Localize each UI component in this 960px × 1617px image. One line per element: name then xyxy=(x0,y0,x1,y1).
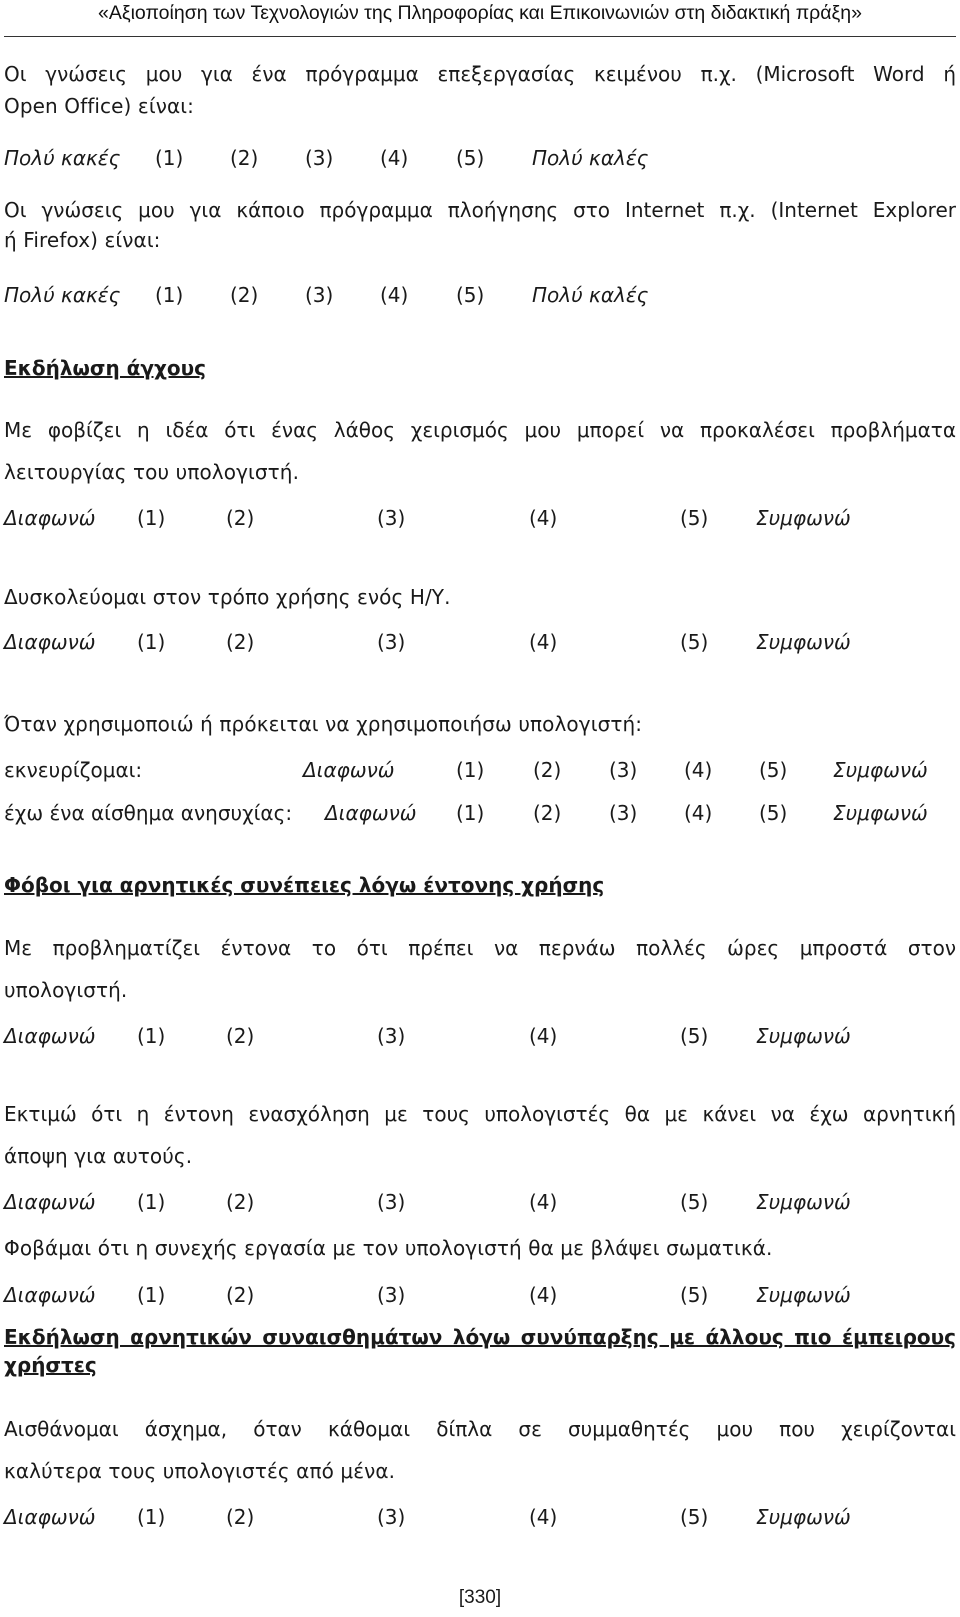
scale-option-3[interactable]: (3) xyxy=(609,801,638,825)
section-heading-experienced-users-line-1: Εκδήλωση αρνητικών συναισθημάτων λόγω συνύπαρξης με άλλους πιο έμπειρους xyxy=(4,1325,956,1349)
question-1-line-2: Open Office) είναι: xyxy=(4,94,194,118)
question-8-line-1: Φοβάμαι ότι η συνεχής εργασία με τον υπολογιστή θα με βλάψει σωματικά. xyxy=(4,1236,773,1260)
section-heading-anxiety: Εκδήλωση άγχους xyxy=(4,356,207,380)
section-heading-experienced-users-line-2: χρήστες xyxy=(4,1353,97,1377)
scale-option-1[interactable]: (1) xyxy=(456,801,485,825)
question-3-line-1: Με φοβίζει η ιδέα ότι ένας λάθος χειρισμός μου μπορεί να προκαλέσει προβλήματα xyxy=(4,418,956,442)
scale-option-5[interactable]: (5) xyxy=(680,506,709,530)
scale-option-4[interactable]: (4) xyxy=(529,1283,558,1307)
question-9-line-1: Αισθάνομαι άσχημα, όταν κάθομαι δίπλα σε συμμαθητές μου που χειρίζονται xyxy=(4,1417,956,1441)
question-6-line-2: υπολογιστή. xyxy=(4,978,128,1002)
question-4-line-1: Δυσκολεύομαι στον τρόπο χρήσης ενός Η/Υ. xyxy=(4,585,451,609)
scale-agree-label: Συμφωνώ xyxy=(756,1190,851,1214)
scale-high-label: Πολύ καλές xyxy=(532,146,649,170)
scale-option-3[interactable]: (3) xyxy=(377,506,406,530)
scale-option-4[interactable]: (4) xyxy=(529,630,558,654)
scale-agree-label: Συμφωνώ xyxy=(833,801,928,825)
scale-disagree-label: Διαφωνώ xyxy=(325,801,417,825)
question-9-line-2: καλύτερα τους υπολογιστές από μένα. xyxy=(4,1459,396,1483)
scale-option-2[interactable]: (2) xyxy=(230,283,259,307)
question-2-line-1: Οι γνώσεις μου για κάποιο πρόγραμμα πλοήγησης στο Internet π.χ. (Internet Explorer xyxy=(4,198,956,222)
header-rule xyxy=(4,36,956,37)
question-2-line-2: ή Firefox) είναι: xyxy=(4,228,161,252)
scale-option-5[interactable]: (5) xyxy=(680,1283,709,1307)
scale-option-1[interactable]: (1) xyxy=(155,283,184,307)
scale-disagree-label: Διαφωνώ xyxy=(4,1283,96,1307)
scale-high-label: Πολύ καλές xyxy=(532,283,649,307)
scale-option-1[interactable]: (1) xyxy=(137,1505,166,1529)
scale-option-2[interactable]: (2) xyxy=(230,146,259,170)
scale-option-1[interactable]: (1) xyxy=(137,1024,166,1048)
question-6-line-1: Με προβληματίζει έντονα το ότι πρέπει να περνάω πολλές ώρες μπροστά στον xyxy=(4,936,956,960)
scale-disagree-label: Διαφωνώ xyxy=(4,506,96,530)
scale-disagree-label: Διαφωνώ xyxy=(4,630,96,654)
page-header: «Αξιοποίηση των Τεχνολογιών της Πληροφορίας και Επικοινωνιών στη διδακτική πράξη» xyxy=(98,2,862,24)
scale-agree-label: Συμφωνώ xyxy=(756,1024,851,1048)
scale-option-2[interactable]: (2) xyxy=(533,801,562,825)
scale-option-4[interactable]: (4) xyxy=(380,283,409,307)
scale-option-5[interactable]: (5) xyxy=(456,146,485,170)
scale-option-5[interactable]: (5) xyxy=(680,1024,709,1048)
scale-option-5[interactable]: (5) xyxy=(680,1190,709,1214)
scale-agree-label: Συμφωνώ xyxy=(756,506,851,530)
question-1-line-1: Οι γνώσεις μου για ένα πρόγραμμα επεξεργασίας κειμένου π.χ. (Microsoft Word ή xyxy=(4,62,956,86)
scale-option-4[interactable]: (4) xyxy=(380,146,409,170)
scale-option-2[interactable]: (2) xyxy=(533,758,562,782)
scale-option-2[interactable]: (2) xyxy=(226,1283,255,1307)
scale-option-5[interactable]: (5) xyxy=(456,283,485,307)
scale-option-1[interactable]: (1) xyxy=(155,146,184,170)
scale-agree-label: Συμφωνώ xyxy=(756,1505,851,1529)
scale-low-label: Πολύ κακές xyxy=(4,283,121,307)
scale-option-4[interactable]: (4) xyxy=(529,1190,558,1214)
scale-option-5[interactable]: (5) xyxy=(759,801,788,825)
scale-option-4[interactable]: (4) xyxy=(684,801,713,825)
scale-option-3[interactable]: (3) xyxy=(377,1190,406,1214)
question-7-line-1: Εκτιμώ ότι η έντονη ενασχόληση με τους υπολογιστές θα με κάνει να έχω αρνητική xyxy=(4,1102,956,1126)
scale-option-2[interactable]: (2) xyxy=(226,1505,255,1529)
scale-option-3[interactable]: (3) xyxy=(609,758,638,782)
scale-option-3[interactable]: (3) xyxy=(377,1024,406,1048)
question-5-intro: Όταν χρησιμοποιώ ή πρόκειται να χρησιμοποιήσω υπολογιστή: xyxy=(4,712,643,736)
sub-question-worry: έχω ένα αίσθημα ανησυχίας: xyxy=(4,801,293,825)
scale-agree-label: Συμφωνώ xyxy=(756,630,851,654)
scale-option-3[interactable]: (3) xyxy=(377,1505,406,1529)
scale-option-4[interactable]: (4) xyxy=(529,506,558,530)
scale-agree-label: Συμφωνώ xyxy=(756,1283,851,1307)
scale-option-3[interactable]: (3) xyxy=(377,630,406,654)
scale-disagree-label: Διαφωνώ xyxy=(303,758,395,782)
scale-option-2[interactable]: (2) xyxy=(226,1190,255,1214)
scale-option-1[interactable]: (1) xyxy=(137,1283,166,1307)
scale-option-5[interactable]: (5) xyxy=(680,1505,709,1529)
scale-option-3[interactable]: (3) xyxy=(377,1283,406,1307)
question-3-line-2: λειτουργίας του υπολογιστή. xyxy=(4,460,300,484)
scale-option-2[interactable]: (2) xyxy=(226,1024,255,1048)
page-number: [330] xyxy=(458,1587,502,1608)
scale-disagree-label: Διαφωνώ xyxy=(4,1024,96,1048)
section-heading-negative-consequences: Φόβοι για αρνητικές συνέπειες λόγω έντονης χρήσης xyxy=(4,873,605,897)
scale-option-5[interactable]: (5) xyxy=(759,758,788,782)
question-7-line-2: άποψη για αυτούς. xyxy=(4,1144,193,1168)
scale-option-3[interactable]: (3) xyxy=(305,283,334,307)
scale-option-2[interactable]: (2) xyxy=(226,506,255,530)
scale-option-1[interactable]: (1) xyxy=(137,506,166,530)
sub-question-irritated: εκνευρίζομαι: xyxy=(4,758,143,782)
scale-disagree-label: Διαφωνώ xyxy=(4,1505,96,1529)
scale-option-4[interactable]: (4) xyxy=(529,1024,558,1048)
scale-disagree-label: Διαφωνώ xyxy=(4,1190,96,1214)
scale-option-1[interactable]: (1) xyxy=(137,630,166,654)
scale-option-2[interactable]: (2) xyxy=(226,630,255,654)
scale-low-label: Πολύ κακές xyxy=(4,146,121,170)
scale-agree-label: Συμφωνώ xyxy=(833,758,928,782)
scale-option-4[interactable]: (4) xyxy=(529,1505,558,1529)
scale-option-3[interactable]: (3) xyxy=(305,146,334,170)
scale-option-5[interactable]: (5) xyxy=(680,630,709,654)
scale-option-4[interactable]: (4) xyxy=(684,758,713,782)
scale-option-1[interactable]: (1) xyxy=(456,758,485,782)
scale-option-1[interactable]: (1) xyxy=(137,1190,166,1214)
